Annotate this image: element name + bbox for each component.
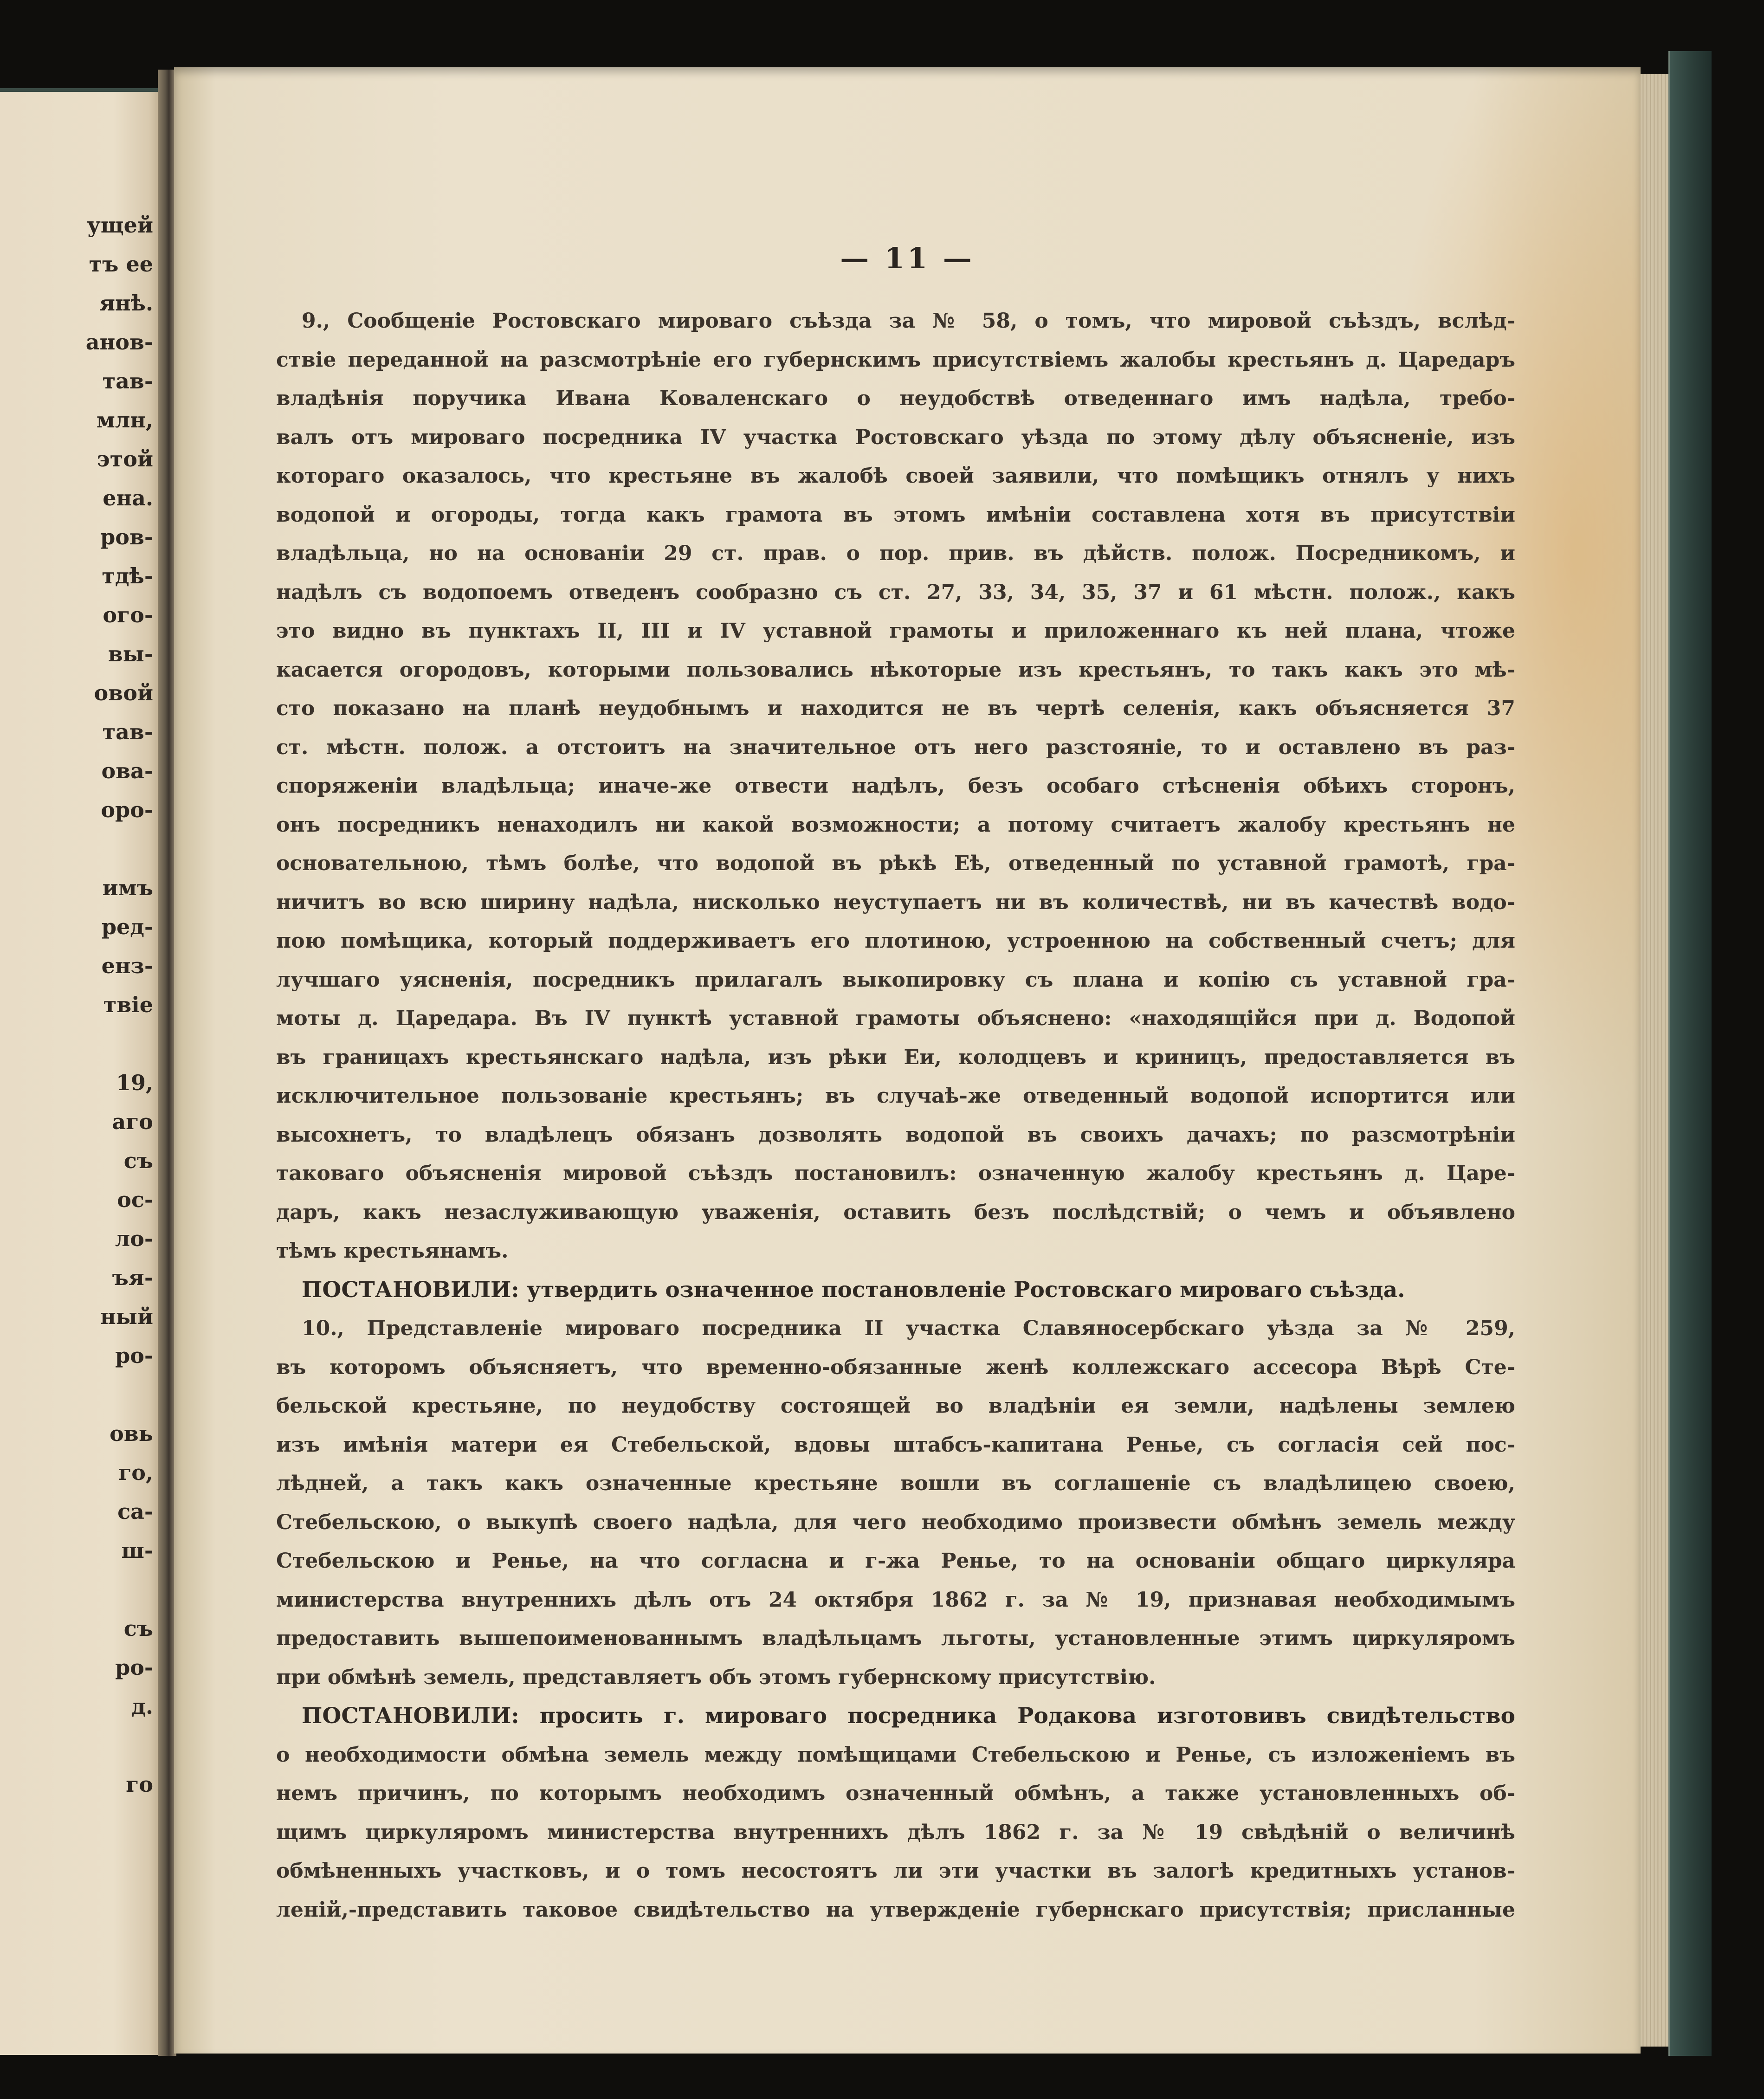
page-edges	[1641, 74, 1668, 2047]
left-fragment-line: овь	[110, 1421, 153, 1446]
text-line: валъ отъ мироваго посредника IV участка Ростовскаго уѣзда по этому дѣлу объясненіе, изъ	[276, 425, 1515, 449]
decree-line: ПОСТАНОВИЛИ: просить г. мироваго посредника Родакова изготовивъ свидѣтельство	[302, 1703, 1515, 1729]
text-line: сто показано на планѣ неудобнымъ и находится не въ чертѣ селенія, какъ объясняется 37	[276, 697, 1515, 720]
text-line: о необходимости обмѣна земель между помѣщицами Стебельскою и Ренье, съ изложеніемъ въ	[276, 1743, 1515, 1767]
left-fragment-line: ущей	[87, 213, 153, 238]
left-fragment-line: го	[126, 1772, 153, 1797]
left-fragment-line: ос-	[117, 1187, 153, 1212]
left-fragment-line: тъ ее	[89, 252, 153, 277]
text-line: пою помѣщика, который поддерживаетъ его плотиною, устроенною на собственный счетъ; для	[276, 929, 1515, 953]
text-line: даръ, какъ незаслуживающую уваженія, оставить безъ послѣдствій; о чемъ и объявлено	[276, 1200, 1515, 1224]
left-fragment-line: съ	[123, 1616, 153, 1641]
book-gutter	[158, 70, 176, 2056]
left-fragment-line: ро-	[115, 1655, 153, 1680]
text-line: надѣлъ съ водопоемъ отведенъ сообразно съ ст. 27, 33, 34, 35, 37 и 61 мѣстн. полож., какъ	[276, 580, 1515, 604]
text-line: ничитъ во всю ширину надѣла, нисколько неуступаетъ ни въ количествѣ, ни въ качествѣ водо-	[276, 890, 1515, 914]
left-fragment-line: оро-	[101, 797, 153, 822]
left-fragment-line: са-	[117, 1499, 153, 1524]
page-body-text	[276, 302, 1515, 1929]
left-fragment-line: янѣ.	[99, 291, 153, 316]
text-line: при обмѣнѣ земель, представляетъ объ этомъ губернскому присутствію.	[276, 1665, 1156, 1689]
text-line: касается огородовъ, которыми пользовались нѣкоторые изъ крестьянъ, то такъ какъ это мѣ-	[276, 658, 1515, 682]
left-fragment-line: тав-	[102, 719, 153, 744]
text-line: ст. мѣстн. полож. а отстоитъ на значительное отъ него разстояніе, то и оставлено въ раз-	[276, 735, 1515, 759]
left-fragment-line: ъя-	[112, 1265, 153, 1290]
text-line: владѣльца, но на основаніи 29 ст. прав. о пор. прив. въ дѣйств. полож. Посредникомъ, и	[276, 542, 1515, 565]
text-line: леній,-представить таковое свидѣтельство на утвержденіе губернскаго присутствія; присланные	[276, 1898, 1515, 1922]
left-fragment-line: ро-	[115, 1343, 153, 1368]
text-line: 10., Представленіе мироваго посредника II участка Славяносербскаго уѣзда за № 259,	[302, 1317, 1515, 1340]
text-line: бельской крестьяне, по неудобству состоящей во владѣніи ея земли, надѣлены землею	[276, 1394, 1515, 1418]
left-fragment-line	[5, 1024, 153, 1063]
text-line: котораго оказалось, что крестьяне въ жалобѣ своей заявили, что помѣщикъ отнялъ у нихъ	[276, 464, 1515, 488]
left-fragment-line: ный	[100, 1304, 153, 1329]
text-line: высохнетъ, то владѣлецъ обязанъ дозволять водопой въ своихъ дачахъ; по разсмотрѣніи	[276, 1123, 1515, 1147]
left-fragment-line: овой	[94, 680, 153, 705]
left-fragment-line: ров-	[100, 524, 153, 549]
left-fragment-line: ш-	[121, 1538, 153, 1563]
left-fragment-line: твіе	[103, 992, 153, 1017]
page-number: — 11 —	[840, 241, 975, 275]
left-fragment-line: имъ	[102, 875, 153, 900]
left-fragment-line	[5, 1726, 153, 1765]
text-line: лѣдней, а такъ какъ означенные крестьяне вошли въ соглашеніе съ владѣлицею своею,	[276, 1472, 1515, 1495]
left-page	[0, 88, 162, 2055]
text-line: моты д. Царедара. Въ IV пунктѣ уставной грамоты объяснено: «находящійся при д. Водопой	[276, 1007, 1515, 1030]
left-fragment-line: ова-	[101, 758, 153, 783]
left-fragment-line	[5, 829, 153, 868]
left-fragment-line	[5, 1375, 153, 1414]
text-line: министерства внутреннихъ дѣлъ отъ 24 октября 1862 г. за № 19, признавая необходимымъ	[276, 1588, 1515, 1612]
text-line: Стебельскою и Ренье, на что согласна и г-жа Ренье, то на основаніи общаго циркуляра	[276, 1549, 1515, 1573]
text-line: водопой и огороды, тогда какъ грамота въ этомъ имѣніи составлена хотя въ присутствіи	[276, 503, 1515, 527]
text-line: лучшаго уясненія, посредникъ прилагалъ выкопировку съ плана и копію съ уставной гра-	[276, 968, 1515, 992]
text-line: тѣмъ крестьянамъ.	[276, 1239, 509, 1263]
left-fragment-line: тав-	[102, 368, 153, 394]
left-fragment-line: го,	[118, 1460, 153, 1485]
text-line: ствіе переданной на разсмотрѣніе его губернскимъ присутствіемъ жалобы крестьянъ д. Царедаръ	[276, 348, 1515, 372]
text-line: щимъ циркуляромъ министерства внутреннихъ дѣлъ 1862 г. за № 19 свѣдѣній о величинѣ	[276, 1820, 1515, 1844]
left-fragment-line: енз-	[101, 953, 153, 978]
left-fragment-line	[5, 1570, 153, 1609]
text-line: основательною, тѣмъ болѣе, что водопой въ рѣкѣ Еѣ, отведенный по уставной грамотѣ, гра-	[276, 852, 1515, 875]
text-line: въ которомъ объясняетъ, что временно-обязанные женѣ коллежскаго ассесора Вѣрѣ Сте-	[276, 1355, 1515, 1379]
left-fragment-line: млн,	[96, 407, 153, 433]
main-page	[174, 67, 1641, 2054]
book-cover	[1668, 51, 1712, 2056]
text-line: немъ причинъ, по которымъ необходимъ означенный обмѣнъ, а также установленныхъ об-	[276, 1782, 1515, 1805]
text-line: владѣнія поручика Ивана Коваленскаго о неудобствѣ отведеннаго имъ надѣла, требо-	[276, 387, 1515, 410]
text-line: споряженіи владѣльца; иначе-же отвести надѣлъ, безъ особаго стѣсненія обѣихъ сторонъ,	[276, 774, 1515, 798]
left-fragment-line: тдѣ-	[102, 563, 153, 588]
left-fragment-line: ого-	[103, 602, 153, 627]
text-line: 9., Сообщеніе Ростовскаго мироваго съѣзда за № 58, о томъ, что мировой съѣздъ, вслѣд-	[302, 309, 1515, 333]
text-line: изъ имѣнія матери ея Стебельской, вдовы штабсъ-капитана Ренье, съ согласія сей пос-	[276, 1433, 1515, 1457]
left-fragment-line: д.	[131, 1694, 153, 1719]
text-line: предоставить вышепоименованнымъ владѣльцамъ льготы, установленные этимъ циркуляромъ	[276, 1627, 1515, 1650]
text-line: въ границахъ крестьянскаго надѣла, изъ рѣки Еи, колодцевъ и криницъ, предоставляется въ	[276, 1045, 1515, 1069]
left-fragment-line: ло-	[115, 1226, 153, 1251]
text-line: таковаго объясненія мировой съѣздъ постановилъ: означенную жалобу крестьянъ д. Царе-	[276, 1162, 1515, 1185]
left-fragment-line: вы-	[108, 641, 153, 666]
left-fragment-line: 19,	[116, 1070, 153, 1095]
text-line: исключительное пользованіе крестьянъ; въ случаѣ-же отведенный водопой испортится или	[276, 1084, 1515, 1108]
left-fragment-line: этой	[97, 446, 153, 471]
left-fragment-line: ред-	[101, 914, 153, 939]
left-fragment-line: ена.	[103, 485, 153, 510]
left-fragment-line: аго	[112, 1109, 153, 1134]
text-line: обмѣненныхъ участковъ, и о томъ несостоятъ ли эти участки въ залогѣ кредитныхъ установ-	[276, 1859, 1515, 1883]
text-line: онъ посредникъ ненаходилъ ни какой возможности; а потому считаетъ жалобу крестьянъ не	[276, 813, 1515, 837]
left-page-text-fragments	[5, 206, 153, 1804]
left-fragment-line: анов-	[85, 329, 153, 355]
left-fragment-line: съ	[123, 1148, 153, 1173]
decree-line: ПОСТАНОВИЛИ: утвердить означенное постановленіе Ростовскаго мироваго съѣзда.	[302, 1277, 1405, 1303]
text-line: это видно въ пунктахъ II, III и IV уставной грамоты и приложеннаго къ ней плана, чтоже	[276, 619, 1515, 643]
text-line: Стебельскою, о выкупѣ своего надѣла, для чего необходимо произвести обмѣнъ земель между	[276, 1510, 1515, 1534]
